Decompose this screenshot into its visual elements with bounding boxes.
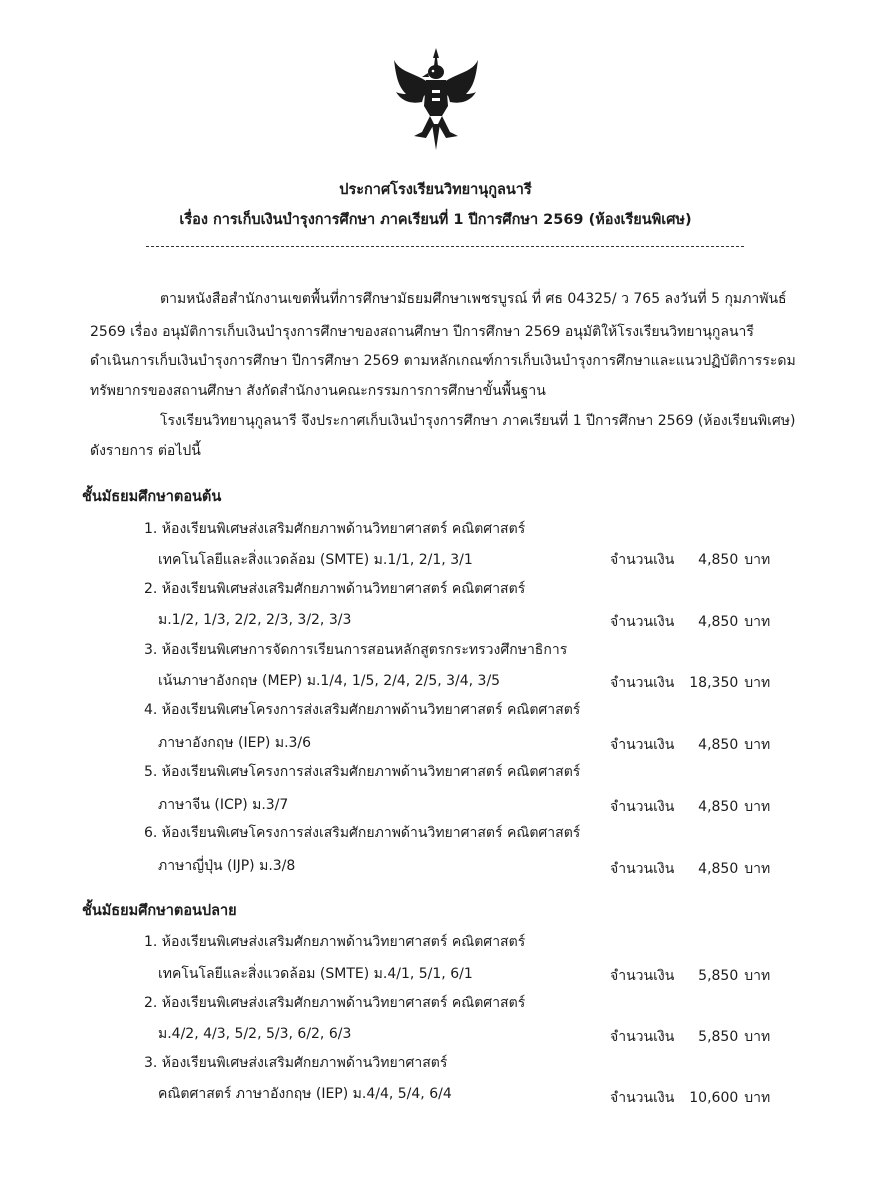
currency-label: บาท xyxy=(744,968,771,984)
amount-value: 4,850 xyxy=(698,861,739,877)
amount-value: 4,850 xyxy=(698,799,739,815)
section-heading-lower-secondary: ชั้นมัธยมศึกษาตอนต้น xyxy=(82,489,222,505)
dashed-divider xyxy=(146,246,744,247)
fee-item-classes: คณิตศาสตร์ ภาษาอังกฤษ (IEP) ม.4/4, 5/4, 6/4 xyxy=(158,1086,452,1102)
intro-paragraph-line: ตามหนังสือสำนักงานเขตพื้นที่การศึกษามัธยมศึกษาเพชรบูรณ์ ที่ ศธ 04325/ ว 765 ลงวันที่ 5 กุมภาพันธ์ xyxy=(160,291,787,307)
amount-label: จำนวนเงิน xyxy=(610,552,675,568)
amount-value: 4,850 xyxy=(698,614,739,630)
amount-value: 4,850 xyxy=(698,552,739,568)
fee-item-amount xyxy=(610,611,770,633)
amount-label: จำนวนเงิน xyxy=(610,675,675,691)
currency-label: บาท xyxy=(744,1029,771,1045)
announcement-subject: เรื่อง การเก็บเงินบำรุงการศึกษา ภาคเรียนที่ 1 ปีการศึกษา 2569 (ห้องเรียนพิเศษ) xyxy=(179,212,692,228)
fee-item-classes: เทคโนโลยีและสิ่งแวดล้อม (SMTE) ม.4/1, 5/1, 6/1 xyxy=(158,966,473,982)
fee-item-amount xyxy=(610,965,770,987)
intro-paragraph-line: โรงเรียนวิทยานุกูลนารี จึงประกาศเก็บเงินบำรุงการศึกษา ภาคเรียนที่ 1 ปีการศึกษา 2569 (ห้องเรียนพิเศษ) xyxy=(160,413,796,429)
amount-value: 4,850 xyxy=(698,737,739,753)
fee-item-classes: เทคโนโลยีและสิ่งแวดล้อม (SMTE) ม.1/1, 2/1, 3/1 xyxy=(158,552,473,568)
fee-item-title: 5. ห้องเรียนพิเศษโครงการส่งเสริมศักยภาพด้านวิทยาศาสตร์ คณิตศาสตร์ xyxy=(144,764,581,780)
amount-label: จำนวนเงิน xyxy=(610,614,675,630)
fee-item-title: 3. ห้องเรียนพิเศษส่งเสริมศักยภาพด้านวิทยาศาสตร์ xyxy=(144,1055,448,1071)
amount-value: 5,850 xyxy=(698,968,739,984)
amount-value: 10,600 xyxy=(689,1090,739,1106)
currency-label: บาท xyxy=(744,1090,771,1106)
currency-label: บาท xyxy=(744,675,771,691)
fee-item-title: 1. ห้องเรียนพิเศษส่งเสริมศักยภาพด้านวิทยาศาสตร์ คณิตศาสตร์ xyxy=(144,934,526,950)
currency-label: บาท xyxy=(744,861,771,877)
fee-item-title: 2. ห้องเรียนพิเศษส่งเสริมศักยภาพด้านวิทยาศาสตร์ คณิตศาสตร์ xyxy=(144,995,526,1011)
fee-item-classes: เน้นภาษาอังกฤษ (MEP) ม.1/4, 1/5, 2/4, 2/5, 3/4, 3/5 xyxy=(158,673,501,689)
fee-item-classes: ภาษาจีน (ICP) ม.3/7 xyxy=(158,797,289,813)
amount-label: จำนวนเงิน xyxy=(610,737,675,753)
fee-item-title: 6. ห้องเรียนพิเศษโครงการส่งเสริมศักยภาพด้านวิทยาศาสตร์ คณิตศาสตร์ xyxy=(144,825,581,841)
amount-label: จำนวนเงิน xyxy=(610,799,675,815)
fee-item-amount xyxy=(610,734,770,756)
intro-paragraph-line: ทรัพยากรของสถานศึกษา สังกัดสำนักงานคณะกรรมการการศึกษาขั้นพื้นฐาน xyxy=(90,383,546,399)
intro-paragraph-line: ดังรายการ ต่อไปนี้ xyxy=(90,443,201,459)
section-heading-upper-secondary: ชั้นมัธยมศึกษาตอนปลาย xyxy=(82,903,237,919)
fee-item-amount xyxy=(610,1087,770,1109)
currency-label: บาท xyxy=(744,552,771,568)
fee-item-title: 1. ห้องเรียนพิเศษส่งเสริมศักยภาพด้านวิทยาศาสตร์ คณิตศาสตร์ xyxy=(144,521,526,537)
fee-item-title: 2. ห้องเรียนพิเศษส่งเสริมศักยภาพด้านวิทยาศาสตร์ คณิตศาสตร์ xyxy=(144,581,526,597)
fee-item-amount xyxy=(610,672,770,694)
fee-item-classes: ม.4/2, 4/3, 5/2, 5/3, 6/2, 6/3 xyxy=(158,1026,352,1042)
fee-item-title: 3. ห้องเรียนพิเศษการจัดการเรียนการสอนหลักสูตรกระทรวงศึกษาธิการ xyxy=(144,642,568,658)
amount-label: จำนวนเงิน xyxy=(610,861,675,877)
currency-label: บาท xyxy=(744,737,771,753)
intro-paragraph-line: ดำเนินการเก็บเงินบำรุงการศึกษา ปีการศึกษา 2569 ตามหลักเกณฑ์การเก็บเงินบำรุงการศึกษาและแนวปฏิบัติการระดม xyxy=(90,353,796,369)
fee-item-classes: ภาษาญี่ปุ่น (IJP) ม.3/8 xyxy=(158,858,296,874)
garuda-emblem-icon xyxy=(392,46,480,154)
amount-label: จำนวนเงิน xyxy=(610,968,675,984)
fee-item-amount xyxy=(610,796,770,818)
fee-item-classes: ภาษาอังกฤษ (IEP) ม.3/6 xyxy=(158,735,312,751)
amount-value: 5,850 xyxy=(698,1029,739,1045)
intro-paragraph-line: 2569 เรื่อง อนุมัติการเก็บเงินบำรุงการศึกษาของสถานศึกษา ปีการศึกษา 2569 อนุมัติให้โรงเรียนวิทยานุกูลนารี xyxy=(90,324,754,340)
currency-label: บาท xyxy=(744,799,771,815)
amount-value: 18,350 xyxy=(689,675,739,691)
amount-label: จำนวนเงิน xyxy=(610,1090,675,1106)
amount-label: จำนวนเงิน xyxy=(610,1029,675,1045)
fee-item-amount xyxy=(610,549,770,571)
fee-item-amount xyxy=(610,1026,770,1048)
currency-label: บาท xyxy=(744,614,771,630)
fee-item-classes: ม.1/2, 1/3, 2/2, 2/3, 3/2, 3/3 xyxy=(158,612,352,628)
announcement-title: ประกาศโรงเรียนวิทยานุกูลนารี xyxy=(339,182,532,198)
fee-item-title: 4. ห้องเรียนพิเศษโครงการส่งเสริมศักยภาพด้านวิทยาศาสตร์ คณิตศาสตร์ xyxy=(144,702,581,718)
fee-item-amount xyxy=(610,858,770,880)
